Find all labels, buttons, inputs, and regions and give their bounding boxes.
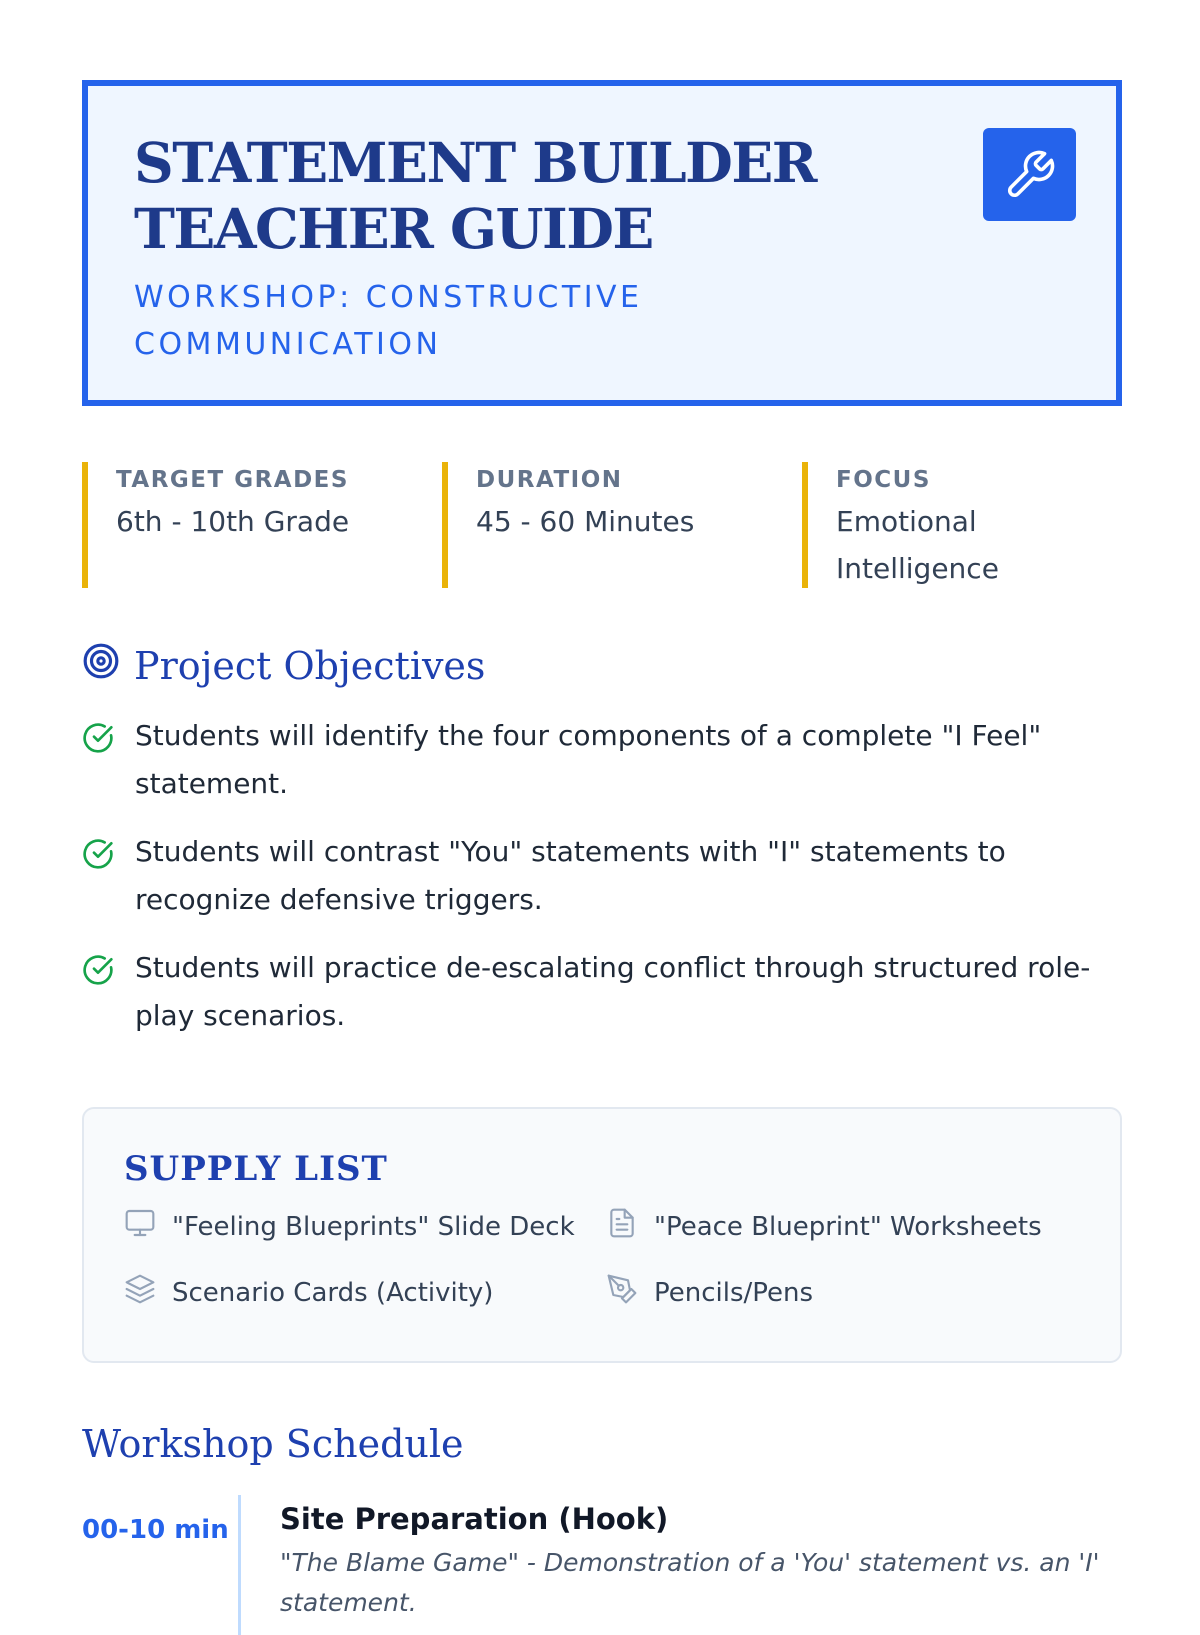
check-circle-icon (82, 721, 114, 753)
meta-value: Emotional Intelligence (836, 505, 999, 585)
supply-item (124, 1273, 493, 1312)
meta-label: FOCUS (836, 467, 931, 493)
meta-target-grades (82, 462, 422, 588)
document-subtitle: WORKSHOP: CONSTRUCTIVE COMMUNICATION (134, 280, 643, 362)
meta-value: 45 - 60 Minutes (476, 505, 695, 538)
objective-item (82, 712, 1122, 808)
schedule-body (280, 1495, 1120, 1623)
supply-item-label: "Peace Blueprint" Worksheets (654, 1211, 1042, 1242)
objectives-heading-text: Project Objectives (134, 643, 486, 688)
supply-item-label: Pencils/Pens (654, 1277, 814, 1308)
supply-item-label: "Feeling Blueprints" Slide Deck (172, 1211, 575, 1242)
supply-item (606, 1207, 1042, 1246)
objective-text: Students will practice de-escalating conflict through structured role-play scenarios. (135, 951, 1091, 1032)
meta-duration (442, 462, 782, 588)
target-icon (82, 642, 120, 689)
check-circle-icon (82, 953, 114, 985)
header-card (82, 80, 1122, 406)
check-circle-icon (82, 837, 114, 869)
pen-icon (606, 1273, 638, 1312)
objectives-heading (82, 642, 485, 689)
document-title: STATEMENT BUILDER TEACHER GUIDE (134, 130, 816, 261)
layers-icon (124, 1273, 156, 1312)
meta-label: DURATION (476, 467, 623, 493)
supply-item (606, 1273, 813, 1312)
schedule-title: Site Preparation (Hook) (280, 1502, 669, 1536)
supply-item (124, 1207, 575, 1246)
meta-label: TARGET GRADES (116, 467, 349, 493)
document-icon (606, 1207, 638, 1246)
objective-item (82, 828, 1122, 924)
schedule-description: "The Blame Game" - Demonstration of a 'You' statement vs. an 'I' statement. (280, 1548, 1100, 1617)
objective-text: Students will contrast "You" statements with "I" statements to recognize defensive triggers. (135, 835, 1006, 916)
supply-grid (124, 1207, 1080, 1347)
objective-item (82, 944, 1122, 1040)
wrench-icon (983, 128, 1076, 221)
monitor-icon (124, 1207, 156, 1246)
supply-list-card (82, 1107, 1122, 1363)
supply-item-label: Scenario Cards (Activity) (172, 1277, 494, 1308)
teacher-guide-page (82, 80, 1122, 1617)
timeline-divider (238, 1495, 241, 1635)
objectives-list (82, 712, 1122, 1060)
meta-row (82, 462, 1122, 588)
schedule-heading: Workshop Schedule (82, 1422, 464, 1466)
schedule-row (82, 1495, 1122, 1615)
meta-focus (802, 462, 1102, 588)
objective-text: Students will identify the four components of a complete "I Feel" statement. (135, 719, 1042, 800)
meta-value: 6th - 10th Grade (116, 505, 350, 538)
schedule-time: 00-10 min (82, 1515, 229, 1545)
supply-list-title: SUPPLY LIST (124, 1149, 388, 1189)
